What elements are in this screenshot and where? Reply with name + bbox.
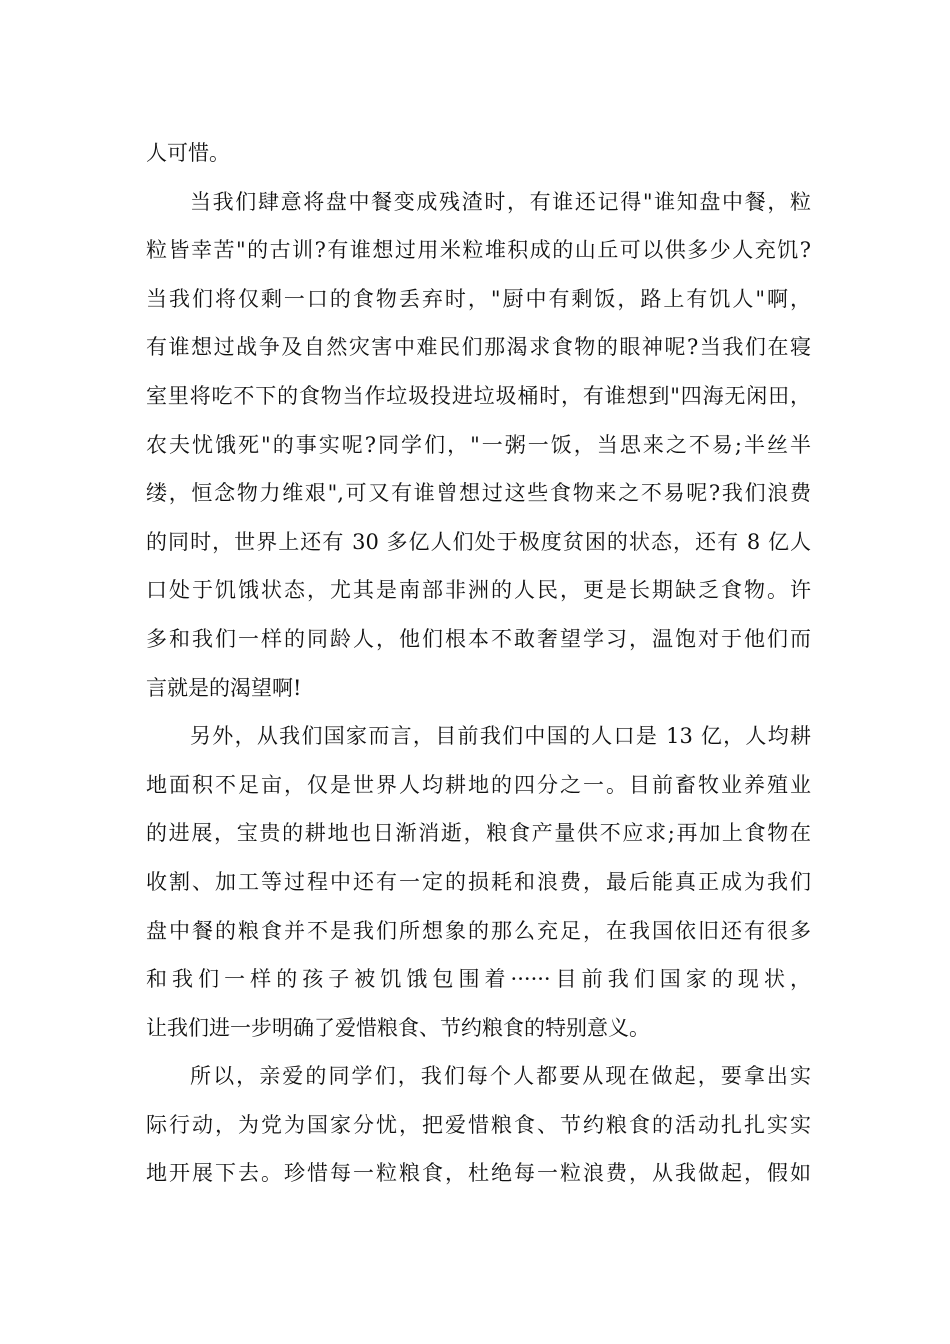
text-line: 多和我们一样的同龄人，他们根本不敢奢望学习，温饱对于他们而 xyxy=(146,626,811,651)
text-line: 口处于饥饿状态，尤其是南部非洲的人民，更是长期缺乏食物。许 xyxy=(146,578,811,603)
text-line: 当我们将仅剩一口的食物丢弃时，"厨中有剩饭，路上有饥人"啊， xyxy=(146,286,811,311)
document-body xyxy=(146,129,811,1198)
paragraph-3 xyxy=(146,712,811,1052)
paragraph-2 xyxy=(146,178,811,713)
text-line: 和我们一样的孩子被饥饿包围着······目前我们国家的现状， xyxy=(146,967,811,992)
text-line: 有谁想过战争及自然灾害中难民们那渴求食物的眼神呢?当我们在寝 xyxy=(146,335,811,360)
text-line: 地面积不足亩，仅是世界人均耕地的四分之一。目前畜牧业养殖业 xyxy=(146,772,811,797)
text-line: 农夫忧饿死"的事实呢?同学们，"一粥一饭，当思来之不易;半丝半 xyxy=(146,432,811,457)
text-line: 所以，亲爱的同学们，我们每个人都要从现在做起，要拿出实 xyxy=(190,1064,811,1089)
text-line: 盘中餐的粮食并不是我们所想象的那么充足，在我国依旧还有很多 xyxy=(146,918,811,943)
text-line: 室里将吃不下的食物当作垃圾投进垃圾桶时，有谁想到"四海无闲田， xyxy=(146,383,811,408)
text-line: 的同时，世界上还有 30 多亿人们处于极度贫困的状态，还有 8 亿人 xyxy=(146,529,811,554)
text-line: 另外，从我们国家而言，目前我们中国的人口是 13 亿，人均耕 xyxy=(190,724,811,749)
paragraph-4 xyxy=(146,1052,811,1198)
text-line: 言就是的渴望啊! xyxy=(146,675,302,700)
text-line: 缕，恒念物力维艰",可又有谁曾想过这些食物来之不易呢?我们浪费 xyxy=(146,481,811,506)
text-line: 当我们肆意将盘中餐变成残渣时，有谁还记得"谁知盘中餐，粒 xyxy=(190,189,811,214)
text-line: 的进展，宝贵的耕地也日渐消逝，粮食产量供不应求;再加上食物在 xyxy=(146,821,811,846)
paragraph-1 xyxy=(146,129,811,178)
text-line: 人可惜。 xyxy=(146,141,230,165)
text-line: 收割、加工等过程中还有一定的损耗和浪费，最后能真正成为我们 xyxy=(146,869,811,894)
text-line: 让我们进一步明确了爱惜粮食、节约粮食的特别意义。 xyxy=(146,1015,650,1040)
text-line: 地开展下去。珍惜每一粒粮食，杜绝每一粒浪费，从我做起，假如 xyxy=(146,1161,811,1186)
text-line: 际行动，为党为国家分忧，把爱惜粮食、节约粮食的活动扎扎实实 xyxy=(146,1112,811,1137)
text-line: 粒皆幸苦"的古训?有谁想过用米粒堆积成的山丘可以供多少人充饥? xyxy=(146,238,811,263)
